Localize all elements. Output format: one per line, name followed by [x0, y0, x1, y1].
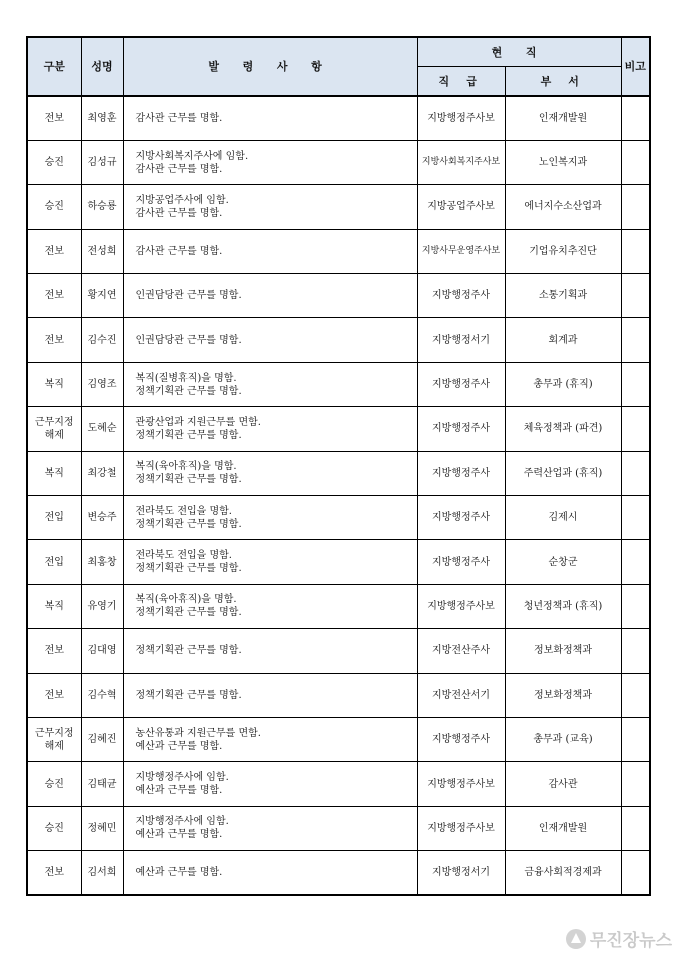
- table-header: [27, 37, 650, 96]
- cell-type: 전보: [27, 673, 81, 717]
- header-dept: 부 서: [505, 67, 621, 97]
- cell-rank: 지방행정주사: [417, 362, 505, 406]
- cell-type: 전보: [27, 629, 81, 673]
- cell-type: 승진: [27, 762, 81, 806]
- cell-note: [621, 229, 650, 273]
- cell-note: [621, 185, 650, 229]
- cell-action: [123, 407, 417, 451]
- cell-note: [621, 318, 650, 362]
- watermark: [566, 926, 672, 951]
- table-row: [27, 629, 650, 673]
- action-line: 인권담당관 근무를 명함.: [135, 290, 242, 302]
- action-line: 감사관 근무를 명함.: [135, 163, 223, 175]
- cell-action: [123, 496, 417, 540]
- action-line: 복직(육아휴직)을 명함.: [135, 461, 237, 473]
- table-row: [27, 185, 650, 229]
- action-line: 지방행정주사에 임함.: [135, 816, 229, 828]
- action-line: 정책기획관 근무를 명함.: [135, 385, 242, 397]
- cell-name: 정혜민: [81, 806, 123, 850]
- cell-dept: 총무과 (휴직): [505, 362, 621, 406]
- cell-note: [621, 496, 650, 540]
- action-line: 복직(육아휴직)을 명함.: [135, 594, 237, 606]
- cell-action: [123, 362, 417, 406]
- cell-action: [123, 540, 417, 584]
- cell-dept: 인재개발원: [505, 96, 621, 140]
- cell-rank: 지방행정주사: [417, 451, 505, 495]
- action-line: 정책기획관 근무를 명함.: [135, 518, 242, 530]
- header-rank: 직 급: [417, 67, 505, 97]
- cell-dept: 정보화정책과: [505, 629, 621, 673]
- table-row: [27, 274, 650, 318]
- watermark-text: 무진장뉴스: [589, 931, 672, 951]
- action-line: 전라북도 전입을 명함.: [135, 505, 232, 517]
- cell-note: [621, 851, 650, 895]
- cell-dept: 감사관: [505, 762, 621, 806]
- cell-name: 최강철: [81, 451, 123, 495]
- action-line: 지방행정주사에 임함.: [135, 772, 229, 784]
- cell-note: [621, 806, 650, 850]
- cell-note: [621, 274, 650, 318]
- table-row: [27, 229, 650, 273]
- action-line: 인권담당관 근무를 명함.: [135, 334, 242, 346]
- cell-rank: 지방행정주사: [417, 407, 505, 451]
- cell-type: 전입: [27, 496, 81, 540]
- cell-dept: 인재개발원: [505, 806, 621, 850]
- header-current: 현 직: [417, 37, 621, 67]
- action-line: 정책기획관 근무를 명함.: [135, 689, 242, 701]
- cell-rank: 지방사무운영주사보: [417, 229, 505, 273]
- cell-action: [123, 185, 417, 229]
- cell-name: 최영훈: [81, 96, 123, 140]
- cell-rank: 지방행정주사: [417, 274, 505, 318]
- cell-action: [123, 229, 417, 273]
- table-row: [27, 851, 650, 895]
- cell-action: [123, 717, 417, 761]
- table-row: [27, 673, 650, 717]
- cell-action: [123, 318, 417, 362]
- action-line: 농산유통과 지원근무를 면함.: [135, 727, 261, 739]
- cell-type: 전보: [27, 851, 81, 895]
- action-line: 감사관 근무를 명함.: [135, 112, 223, 124]
- cell-rank: 지방행정주사: [417, 496, 505, 540]
- cell-action: [123, 96, 417, 140]
- table-row: [27, 451, 650, 495]
- cell-dept: 주력산업과 (휴직): [505, 451, 621, 495]
- cell-name: 김혜진: [81, 717, 123, 761]
- action-line: 예산과 근무를 명함.: [135, 829, 223, 841]
- cell-name: 전성희: [81, 229, 123, 273]
- cell-name: 김서희: [81, 851, 123, 895]
- cell-type: 전입: [27, 540, 81, 584]
- cell-note: [621, 629, 650, 673]
- cell-rank: 지방행정주사보: [417, 96, 505, 140]
- cell-rank: 지방공업주사보: [417, 185, 505, 229]
- cell-name: 김성규: [81, 140, 123, 184]
- cell-type: 근무지정 해제: [27, 407, 81, 451]
- cell-action: [123, 806, 417, 850]
- cell-rank: 지방행정주사: [417, 717, 505, 761]
- mountain-logo-icon: [566, 929, 586, 949]
- cell-rank: 지방사회복지주사보: [417, 140, 505, 184]
- cell-note: [621, 717, 650, 761]
- cell-name: 유영기: [81, 584, 123, 628]
- cell-name: 김태균: [81, 762, 123, 806]
- cell-type: 전보: [27, 229, 81, 273]
- action-line: 지방공업주사에 임함.: [135, 194, 229, 206]
- action-line: 감사관 근무를 명함.: [135, 207, 223, 219]
- action-line: 정책기획관 근무를 명함.: [135, 474, 242, 486]
- cell-action: [123, 140, 417, 184]
- cell-name: 하승룡: [81, 185, 123, 229]
- table-row: [27, 407, 650, 451]
- table-row: [27, 762, 650, 806]
- cell-action: [123, 629, 417, 673]
- cell-type: 승진: [27, 806, 81, 850]
- cell-note: [621, 540, 650, 584]
- action-line: 복직(질병휴직)을 명함.: [135, 372, 237, 384]
- table-row: [27, 717, 650, 761]
- cell-action: [123, 851, 417, 895]
- cell-note: [621, 362, 650, 406]
- table-row: [27, 584, 650, 628]
- cell-type: 복직: [27, 451, 81, 495]
- action-line: 예산과 근무를 명함.: [135, 867, 223, 879]
- table-row: [27, 140, 650, 184]
- cell-dept: 순창군: [505, 540, 621, 584]
- action-line: 정책기획관 근무를 명함.: [135, 607, 242, 619]
- cell-note: [621, 673, 650, 717]
- action-line: 예산과 근무를 명함.: [135, 785, 223, 797]
- cell-dept: 청년정책과 (휴직): [505, 584, 621, 628]
- cell-rank: 지방행정서기: [417, 318, 505, 362]
- cell-dept: 금융사회적경제과: [505, 851, 621, 895]
- cell-action: [123, 451, 417, 495]
- cell-type: 복직: [27, 584, 81, 628]
- action-line: 지방사회복지주사에 임함.: [135, 150, 249, 162]
- cell-rank: 지방행정주사보: [417, 584, 505, 628]
- cell-action: [123, 762, 417, 806]
- header-gubun: 구분: [27, 37, 81, 96]
- action-line: 관광산업과 지원근무를 면함.: [135, 416, 261, 428]
- cell-dept: 정보화정책과: [505, 673, 621, 717]
- table-row: [27, 362, 650, 406]
- cell-dept: 총무과 (교육): [505, 717, 621, 761]
- cell-rank: 지방전산주사: [417, 629, 505, 673]
- cell-dept: 회계과: [505, 318, 621, 362]
- action-line: 전라북도 전입을 명함.: [135, 550, 232, 562]
- cell-type: 승진: [27, 185, 81, 229]
- cell-type: 복직: [27, 362, 81, 406]
- cell-type: 전보: [27, 274, 81, 318]
- action-line: 정책기획관 근무를 명함.: [135, 429, 242, 441]
- cell-name: 김수혁: [81, 673, 123, 717]
- cell-rank: 지방행정서기: [417, 851, 505, 895]
- cell-dept: 에너지수소산업과: [505, 185, 621, 229]
- table-body: [27, 96, 650, 895]
- cell-type: 전보: [27, 96, 81, 140]
- cell-name: 김대영: [81, 629, 123, 673]
- header-note: 비고: [621, 37, 650, 96]
- cell-note: [621, 140, 650, 184]
- cell-name: 김수진: [81, 318, 123, 362]
- table-row: [27, 318, 650, 362]
- action-line: 예산과 근무를 명함.: [135, 740, 223, 752]
- cell-dept: 소통기획과: [505, 274, 621, 318]
- cell-dept: 체육정책과 (파견): [505, 407, 621, 451]
- action-line: 정책기획관 근무를 명함.: [135, 563, 242, 575]
- cell-rank: 지방행정주사보: [417, 806, 505, 850]
- cell-action: [123, 584, 417, 628]
- personnel-table: [26, 36, 651, 896]
- table-row: [27, 540, 650, 584]
- header-action: 발 령 사 항: [123, 37, 417, 96]
- cell-note: [621, 407, 650, 451]
- cell-rank: 지방행정주사보: [417, 762, 505, 806]
- cell-dept: 기업유치추진단: [505, 229, 621, 273]
- cell-dept: 노인복지과: [505, 140, 621, 184]
- header-name: 성명: [81, 37, 123, 96]
- cell-action: [123, 274, 417, 318]
- cell-note: [621, 762, 650, 806]
- cell-type: 전보: [27, 318, 81, 362]
- cell-note: [621, 96, 650, 140]
- cell-type: 승진: [27, 140, 81, 184]
- cell-note: [621, 451, 650, 495]
- cell-type: 근무지정 해제: [27, 717, 81, 761]
- cell-rank: 지방행정주사: [417, 540, 505, 584]
- cell-rank: 지방전산서기: [417, 673, 505, 717]
- cell-name: 황지연: [81, 274, 123, 318]
- table-row: [27, 496, 650, 540]
- cell-note: [621, 584, 650, 628]
- cell-name: 김영조: [81, 362, 123, 406]
- table-row: [27, 96, 650, 140]
- table-row: [27, 806, 650, 850]
- cell-action: [123, 673, 417, 717]
- cell-name: 도혜순: [81, 407, 123, 451]
- cell-dept: 김제시: [505, 496, 621, 540]
- cell-name: 변승주: [81, 496, 123, 540]
- action-line: 정책기획관 근무를 명함.: [135, 645, 242, 657]
- action-line: 감사관 근무를 명함.: [135, 245, 223, 257]
- cell-name: 최홍창: [81, 540, 123, 584]
